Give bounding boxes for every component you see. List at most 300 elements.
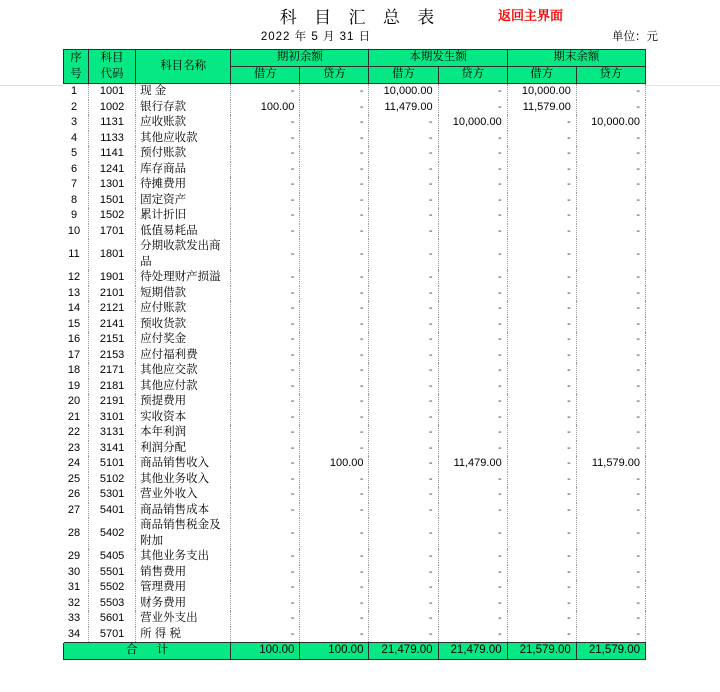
header-group-closing-balance: 期末余额 [507, 50, 645, 67]
cell-period-credit: - [438, 596, 507, 612]
cell-period-debit: - [369, 518, 438, 549]
cell-closing-credit: - [576, 332, 645, 348]
cell-account-name: 现 金 [136, 84, 231, 100]
table-row[interactable] [64, 177, 646, 193]
cell-opening-credit: - [300, 580, 369, 596]
cell-closing-debit: - [507, 580, 576, 596]
cell-closing-debit: - [507, 363, 576, 379]
table-footer [64, 643, 646, 660]
cell-account-name: 短期借款 [136, 286, 231, 302]
cell-seq: 27 [64, 503, 89, 519]
currency-unit-label: 单位：元 [612, 31, 658, 43]
cell-account-code: 3141 [89, 441, 136, 457]
cell-period-credit: - [438, 162, 507, 178]
cell-opening-debit: - [231, 627, 300, 643]
cell-opening-credit: - [300, 177, 369, 193]
cell-period-debit: - [369, 162, 438, 178]
cell-seq: 17 [64, 348, 89, 364]
header-sub-period-debit: 借方 [369, 67, 438, 84]
cell-closing-debit: - [507, 379, 576, 395]
cell-opening-credit: 100.00 [300, 456, 369, 472]
header-seq-line1: 序 [70, 52, 82, 64]
cell-period-debit: - [369, 565, 438, 581]
cell-period-credit: - [438, 410, 507, 426]
cell-opening-credit: - [300, 441, 369, 457]
cell-closing-debit: - [507, 441, 576, 457]
cell-period-debit: - [369, 487, 438, 503]
cell-closing-credit: - [576, 131, 645, 147]
cell-period-debit: - [369, 115, 438, 131]
cell-account-code: 1301 [89, 177, 136, 193]
cell-account-name: 累计折旧 [136, 208, 231, 224]
cell-opening-credit: - [300, 565, 369, 581]
cell-period-credit: - [438, 472, 507, 488]
cell-opening-credit: - [300, 503, 369, 519]
ledger-sheet [63, 49, 646, 660]
cell-closing-credit: - [576, 487, 645, 503]
cell-period-debit: - [369, 549, 438, 565]
header-sub-closing-credit: 贷方 [576, 67, 645, 84]
cell-closing-credit: - [576, 208, 645, 224]
cell-account-code: 5402 [89, 518, 136, 549]
total-label: 合 计 [64, 643, 231, 660]
cell-seq: 26 [64, 487, 89, 503]
table-row[interactable] [64, 627, 646, 643]
table-row[interactable] [64, 332, 646, 348]
cell-period-debit: - [369, 363, 438, 379]
cell-seq: 21 [64, 410, 89, 426]
cell-period-debit: - [369, 456, 438, 472]
cell-closing-debit: - [507, 162, 576, 178]
cell-opening-credit: - [300, 131, 369, 147]
cell-account-name: 其他应付款 [136, 379, 231, 395]
cell-seq: 4 [64, 131, 89, 147]
cell-account-code: 1901 [89, 270, 136, 286]
cell-opening-credit: - [300, 472, 369, 488]
cell-opening-credit: - [300, 146, 369, 162]
cell-opening-debit: - [231, 518, 300, 549]
table-row[interactable] [64, 131, 646, 147]
cell-closing-debit: - [507, 286, 576, 302]
header-group-opening-balance: 期初余额 [231, 50, 369, 67]
cell-opening-credit: - [300, 332, 369, 348]
table-header [64, 50, 646, 84]
cell-period-credit: - [438, 100, 507, 116]
cell-opening-credit: - [300, 611, 369, 627]
cell-account-name: 预收货款 [136, 317, 231, 333]
cell-closing-credit: - [576, 441, 645, 457]
cell-period-debit: - [369, 239, 438, 270]
cell-account-name: 待摊费用 [136, 177, 231, 193]
cell-period-credit: - [438, 425, 507, 441]
cell-opening-debit: - [231, 410, 300, 426]
cell-opening-debit: - [231, 472, 300, 488]
cell-closing-credit: - [576, 627, 645, 643]
cell-closing-debit: - [507, 270, 576, 286]
cell-closing-credit: - [576, 611, 645, 627]
table-row[interactable] [64, 518, 646, 549]
cell-account-name: 库存商品 [136, 162, 231, 178]
table-row[interactable] [64, 146, 646, 162]
cell-period-credit: - [438, 394, 507, 410]
cell-closing-debit: - [507, 394, 576, 410]
cell-account-name: 预付账款 [136, 146, 231, 162]
cell-closing-credit: - [576, 472, 645, 488]
cell-period-credit: - [438, 518, 507, 549]
cell-period-debit: - [369, 348, 438, 364]
total-period-credit: 21,479.00 [438, 643, 507, 660]
cell-closing-credit: - [576, 270, 645, 286]
cell-opening-debit: - [231, 580, 300, 596]
cell-account-code: 5601 [89, 611, 136, 627]
header-seq [64, 50, 89, 84]
cell-period-debit: - [369, 177, 438, 193]
cell-account-name: 利润分配 [136, 441, 231, 457]
cell-opening-debit: - [231, 425, 300, 441]
cell-period-credit: - [438, 224, 507, 240]
cell-closing-debit: - [507, 503, 576, 519]
cell-opening-credit: - [300, 224, 369, 240]
cell-period-credit: - [438, 611, 507, 627]
cell-period-debit: 11,479.00 [369, 100, 438, 116]
cell-closing-credit: - [576, 379, 645, 395]
cell-period-debit: - [369, 425, 438, 441]
cell-account-code: 2153 [89, 348, 136, 364]
cell-period-debit: - [369, 193, 438, 209]
cell-opening-debit: - [231, 394, 300, 410]
cell-opening-debit: - [231, 115, 300, 131]
header-account-name: 科目名称 [136, 50, 231, 84]
cell-opening-debit: - [231, 286, 300, 302]
cell-account-name: 所 得 税 [136, 627, 231, 643]
cell-period-debit: - [369, 224, 438, 240]
cell-closing-debit: - [507, 131, 576, 147]
cell-seq: 15 [64, 317, 89, 333]
cell-opening-debit: - [231, 332, 300, 348]
cell-closing-debit: - [507, 596, 576, 612]
cell-opening-debit: - [231, 596, 300, 612]
cell-account-code: 2121 [89, 301, 136, 317]
cell-period-debit: - [369, 410, 438, 426]
cell-account-name: 实收资本 [136, 410, 231, 426]
cell-account-name: 营业外收入 [136, 487, 231, 503]
table-row[interactable] [64, 115, 646, 131]
cell-period-debit: - [369, 441, 438, 457]
cell-seq: 30 [64, 565, 89, 581]
cell-seq: 20 [64, 394, 89, 410]
cell-closing-debit: - [507, 549, 576, 565]
cell-seq: 19 [64, 379, 89, 395]
cell-period-debit: - [369, 627, 438, 643]
header-sub-opening-debit: 借方 [231, 67, 300, 84]
cell-closing-credit: - [576, 286, 645, 302]
table-row[interactable] [64, 410, 646, 426]
cell-opening-credit: - [300, 596, 369, 612]
cell-period-debit: 10,000.00 [369, 84, 438, 100]
cell-account-code: 5502 [89, 580, 136, 596]
cell-account-code: 2171 [89, 363, 136, 379]
cell-account-code: 1801 [89, 239, 136, 270]
cell-period-credit: - [438, 239, 507, 270]
cell-closing-credit: - [576, 549, 645, 565]
cell-period-debit: - [369, 472, 438, 488]
cell-closing-credit: - [576, 301, 645, 317]
cell-seq: 28 [64, 518, 89, 549]
cell-closing-credit: - [576, 503, 645, 519]
cell-account-code: 5501 [89, 565, 136, 581]
cell-account-name: 银行存款 [136, 100, 231, 116]
cell-period-credit: - [438, 286, 507, 302]
cell-opening-credit: - [300, 410, 369, 426]
cell-period-credit: - [438, 441, 507, 457]
cell-opening-credit: - [300, 317, 369, 333]
cell-account-name: 商品销售税金及附加 [136, 518, 231, 549]
cell-period-credit: 11,479.00 [438, 456, 507, 472]
cell-closing-credit: - [576, 596, 645, 612]
cell-opening-credit: - [300, 286, 369, 302]
cell-opening-debit: - [231, 177, 300, 193]
cell-seq: 13 [64, 286, 89, 302]
total-row [64, 643, 646, 660]
cell-seq: 24 [64, 456, 89, 472]
table-row[interactable] [64, 301, 646, 317]
cell-period-debit: - [369, 301, 438, 317]
cell-opening-debit: - [231, 301, 300, 317]
cell-account-name: 应付账款 [136, 301, 231, 317]
cell-closing-debit: - [507, 472, 576, 488]
cell-opening-debit: - [231, 549, 300, 565]
cell-closing-debit: - [507, 146, 576, 162]
cell-closing-credit: 10,000.00 [576, 115, 645, 131]
cell-closing-debit: - [507, 565, 576, 581]
cell-seq: 14 [64, 301, 89, 317]
cell-closing-debit: - [507, 177, 576, 193]
cell-account-name: 商品销售收入 [136, 456, 231, 472]
cell-seq: 33 [64, 611, 89, 627]
cell-period-credit: - [438, 301, 507, 317]
cell-seq: 16 [64, 332, 89, 348]
total-period-debit: 21,479.00 [369, 643, 438, 660]
cell-period-debit: - [369, 270, 438, 286]
table-row[interactable] [64, 487, 646, 503]
cell-opening-debit: - [231, 193, 300, 209]
cell-account-code: 5301 [89, 487, 136, 503]
cell-opening-credit: - [300, 162, 369, 178]
cell-account-code: 5405 [89, 549, 136, 565]
table-row[interactable] [64, 224, 646, 240]
table-row[interactable] [64, 611, 646, 627]
cell-closing-debit: - [507, 410, 576, 426]
cell-opening-credit: - [300, 379, 369, 395]
cell-account-name: 应付福利费 [136, 348, 231, 364]
cell-seq: 1 [64, 84, 89, 100]
table-row[interactable] [64, 596, 646, 612]
table-row[interactable] [64, 270, 646, 286]
cell-account-code: 1701 [89, 224, 136, 240]
cell-account-code: 2101 [89, 286, 136, 302]
cell-account-code: 1241 [89, 162, 136, 178]
cell-closing-debit: - [507, 627, 576, 643]
cell-account-name: 其他应交款 [136, 363, 231, 379]
table-row[interactable] [64, 394, 646, 410]
cell-opening-debit: - [231, 224, 300, 240]
cell-opening-credit: - [300, 487, 369, 503]
account-summary-table [63, 49, 646, 660]
cell-period-credit: - [438, 193, 507, 209]
cell-account-code: 1002 [89, 100, 136, 116]
cell-seq: 7 [64, 177, 89, 193]
table-row[interactable] [64, 456, 646, 472]
cell-account-code: 2141 [89, 317, 136, 333]
cell-opening-debit: - [231, 503, 300, 519]
cell-period-credit: - [438, 565, 507, 581]
cell-closing-debit: - [507, 425, 576, 441]
cell-period-credit: - [438, 379, 507, 395]
cell-closing-credit: - [576, 224, 645, 240]
page-title: 科 目 汇 总 表 [279, 8, 441, 28]
cell-account-code: 5503 [89, 596, 136, 612]
cell-period-debit: - [369, 394, 438, 410]
header-sub-closing-debit: 借方 [507, 67, 576, 84]
cell-opening-credit: - [300, 115, 369, 131]
cell-opening-credit: - [300, 363, 369, 379]
cell-period-credit: - [438, 146, 507, 162]
cell-period-debit: - [369, 146, 438, 162]
cell-period-debit: - [369, 332, 438, 348]
table-row[interactable] [64, 348, 646, 364]
cell-account-name: 其他业务收入 [136, 472, 231, 488]
cell-opening-debit: - [231, 131, 300, 147]
cell-period-credit: - [438, 270, 507, 286]
cell-account-code: 3131 [89, 425, 136, 441]
cell-period-debit: - [369, 286, 438, 302]
table-row[interactable] [64, 425, 646, 441]
cell-seq: 34 [64, 627, 89, 643]
cell-account-name: 固定资产 [136, 193, 231, 209]
cell-period-credit: - [438, 208, 507, 224]
cell-period-credit: - [438, 332, 507, 348]
cell-opening-credit: - [300, 518, 369, 549]
report-date: 2022 年 5 月 31 日 [260, 31, 372, 43]
cell-opening-credit: - [300, 348, 369, 364]
cell-opening-debit: - [231, 270, 300, 286]
cell-account-code: 1502 [89, 208, 136, 224]
cell-closing-credit: 11,579.00 [576, 456, 645, 472]
cell-opening-debit: - [231, 208, 300, 224]
cell-seq: 9 [64, 208, 89, 224]
cell-opening-credit: - [300, 425, 369, 441]
cell-account-name: 营业外支出 [136, 611, 231, 627]
cell-seq: 12 [64, 270, 89, 286]
cell-period-debit: - [369, 503, 438, 519]
cell-period-debit: - [369, 611, 438, 627]
cell-closing-debit: - [507, 301, 576, 317]
table-row[interactable] [64, 580, 646, 596]
cell-account-code: 5101 [89, 456, 136, 472]
cell-account-code: 1501 [89, 193, 136, 209]
cell-seq: 18 [64, 363, 89, 379]
total-opening-debit: 100.00 [231, 643, 300, 660]
cell-opening-debit: 100.00 [231, 100, 300, 116]
cell-opening-debit: - [231, 565, 300, 581]
cell-opening-debit: - [231, 348, 300, 364]
cell-account-name: 本年利润 [136, 425, 231, 441]
cell-period-debit: - [369, 208, 438, 224]
table-row[interactable] [64, 239, 646, 270]
cell-seq: 25 [64, 472, 89, 488]
cell-opening-debit: - [231, 456, 300, 472]
cell-closing-credit: - [576, 410, 645, 426]
cell-account-name: 应收账款 [136, 115, 231, 131]
table-row[interactable] [64, 317, 646, 333]
table-row[interactable] [64, 549, 646, 565]
cell-period-credit: - [438, 627, 507, 643]
table-row[interactable] [64, 193, 646, 209]
cell-opening-credit: - [300, 301, 369, 317]
table-row[interactable] [64, 363, 646, 379]
cell-opening-credit: - [300, 627, 369, 643]
cell-closing-credit: - [576, 394, 645, 410]
cell-seq: 22 [64, 425, 89, 441]
table-row[interactable] [64, 565, 646, 581]
cell-seq: 5 [64, 146, 89, 162]
cell-period-credit: - [438, 580, 507, 596]
cell-closing-debit: - [507, 208, 576, 224]
cell-account-code: 5102 [89, 472, 136, 488]
table-row[interactable] [64, 286, 646, 302]
table-row[interactable] [64, 472, 646, 488]
cell-seq: 10 [64, 224, 89, 240]
cell-closing-debit: - [507, 332, 576, 348]
cell-account-code: 2191 [89, 394, 136, 410]
return-to-main-button[interactable]: 返回主界面 [498, 8, 564, 23]
header-code-line2: 代码 [100, 67, 124, 80]
cell-account-code: 5701 [89, 627, 136, 643]
header-sub-opening-credit: 贷方 [300, 67, 369, 84]
cell-closing-debit: - [507, 348, 576, 364]
total-opening-credit: 100.00 [300, 643, 369, 660]
cell-period-debit: - [369, 131, 438, 147]
cell-opening-debit: - [231, 487, 300, 503]
cell-closing-credit: - [576, 162, 645, 178]
cell-opening-credit: - [300, 193, 369, 209]
cell-period-credit: - [438, 177, 507, 193]
table-row[interactable] [64, 379, 646, 395]
header-account-code [89, 50, 136, 84]
cell-opening-debit: - [231, 379, 300, 395]
cell-account-name: 管理费用 [136, 580, 231, 596]
table-row[interactable] [64, 208, 646, 224]
table-row[interactable] [64, 100, 646, 116]
cell-period-debit: - [369, 379, 438, 395]
cell-opening-credit: - [300, 100, 369, 116]
cell-account-code: 5401 [89, 503, 136, 519]
cell-opening-credit: - [300, 270, 369, 286]
cell-account-name: 应付奖金 [136, 332, 231, 348]
cell-opening-credit: - [300, 208, 369, 224]
total-closing-credit: 21,579.00 [576, 643, 645, 660]
table-row[interactable] [64, 84, 646, 100]
cell-seq: 31 [64, 580, 89, 596]
table-row[interactable] [64, 162, 646, 178]
table-row[interactable] [64, 441, 646, 457]
cell-period-credit: - [438, 503, 507, 519]
total-closing-debit: 21,579.00 [507, 643, 576, 660]
cell-account-code: 3101 [89, 410, 136, 426]
cell-closing-credit: - [576, 84, 645, 100]
cell-opening-debit: - [231, 441, 300, 457]
table-row[interactable] [64, 503, 646, 519]
